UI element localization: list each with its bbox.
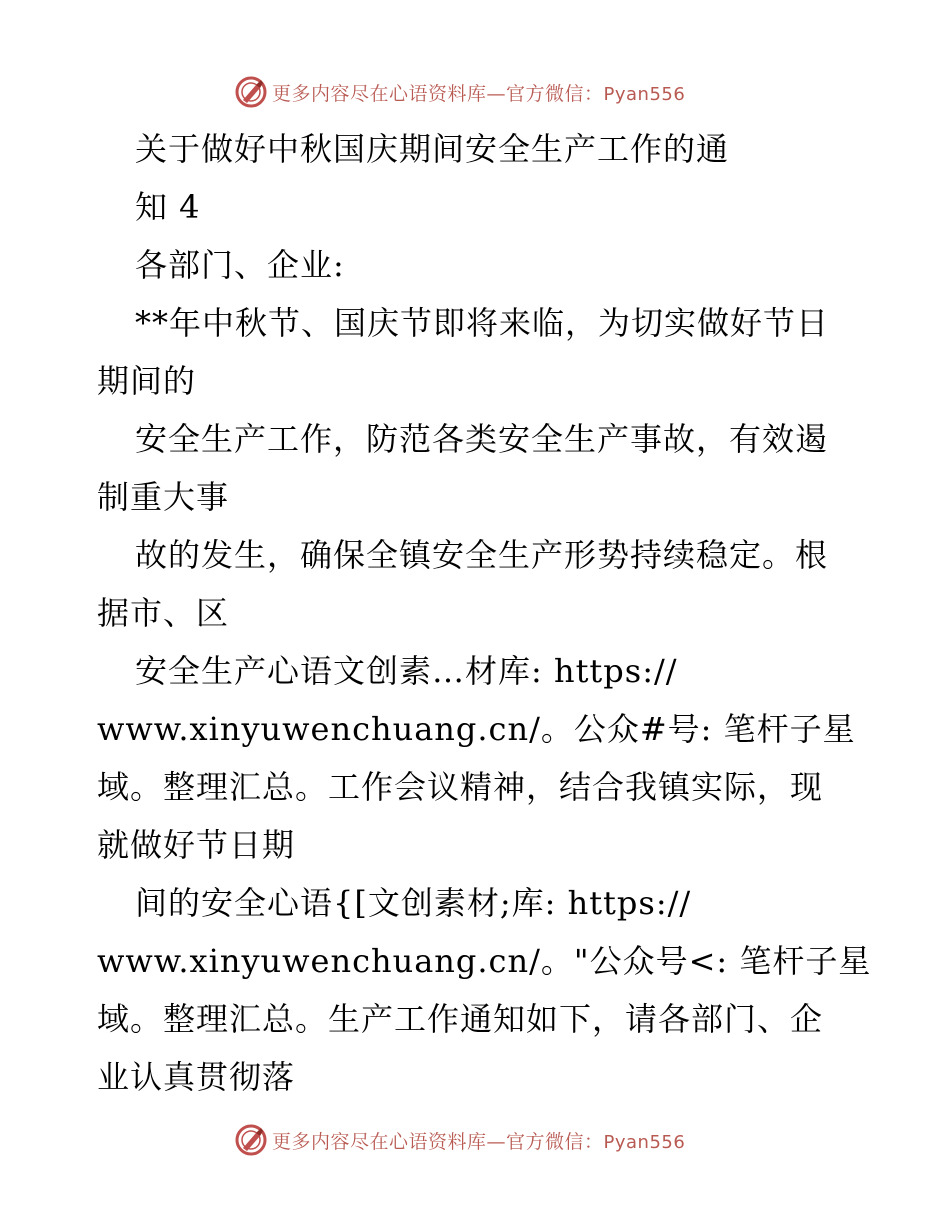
pen-nib-logo-icon <box>234 75 268 109</box>
footer-banner <box>234 1120 754 1160</box>
document-line: 就做好节日期 <box>97 826 296 864</box>
document-line: 故的发生，确保全镇安全生产形势持续稳定。根 <box>135 536 829 574</box>
document-line: 制重大事 <box>97 478 230 516</box>
document-line: 期间的 <box>97 362 197 400</box>
header-banner-text: 更多内容尽在心语资料库—官方微信：Pyan556 <box>272 82 686 105</box>
document-line: 据市、区 <box>97 594 230 632</box>
footer-banner-handle: Pyan556 <box>603 1131 686 1153</box>
document-line: www.xinyuwenchuang.cn/。"公众号<: 笔杆子星 <box>97 942 872 980</box>
document-line: 安全生产工作，防范各类安全生产事故，有效遏 <box>135 420 829 458</box>
header-banner <box>234 72 754 112</box>
document-line: 安全生产心语文创素…材库: https:// <box>135 652 678 690</box>
document-line: 域。整理汇总。工作会议精神，结合我镇实际，现 <box>97 768 824 806</box>
document-line: **年中秋节、国庆节即将来临，为切实做好节日 <box>135 304 830 342</box>
document-body <box>97 120 872 1106</box>
document-line: 知 4 <box>135 188 201 226</box>
document-line: 间的安全心语{[文创素材;库: https:// <box>135 884 692 922</box>
document-line: 域。整理汇总。生产工作通知如下，请各部门、企 <box>97 1000 824 1038</box>
footer-banner-text: 更多内容尽在心语资料库—官方微信：Pyan556 <box>272 1130 686 1153</box>
document-line: 各部门、企业: <box>135 246 345 284</box>
document-line: www.xinyuwenchuang.cn/。公众#号: 笔杆子星 <box>97 710 856 748</box>
pen-nib-logo-icon <box>234 1123 268 1157</box>
document-line: 关于做好中秋国庆期间安全生产工作的通 <box>135 130 730 168</box>
document-line: 业认真贯彻落 <box>97 1058 296 1096</box>
header-banner-handle: Pyan556 <box>603 83 686 105</box>
